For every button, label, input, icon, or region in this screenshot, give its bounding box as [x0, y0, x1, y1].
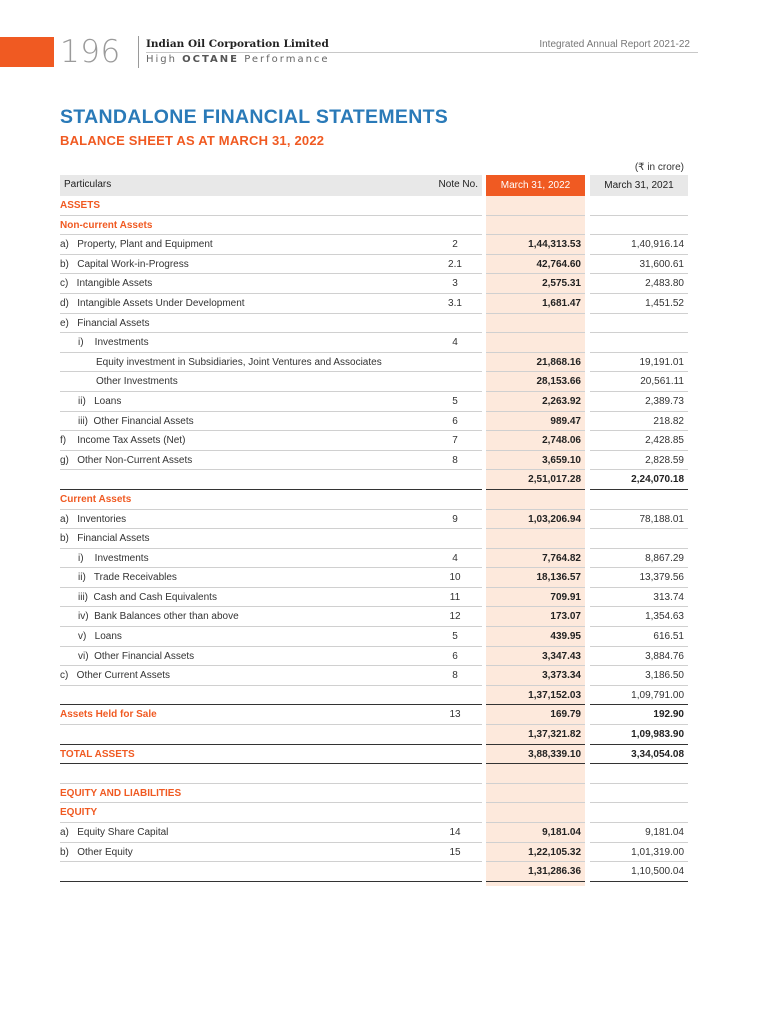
- tagline-pre: High: [146, 54, 177, 65]
- table-row: [60, 647, 688, 667]
- row-label: a) Equity Share Capital: [60, 827, 169, 838]
- row-label: iii) Cash and Cash Equivalents: [78, 591, 217, 603]
- header-divider: [138, 36, 139, 68]
- row-label: c) Intangible Assets: [60, 278, 153, 290]
- row-label: c) Other Current Assets: [60, 670, 171, 682]
- row-rule: [486, 881, 585, 882]
- header-note: Note No.: [438, 179, 478, 190]
- table-row: [60, 549, 688, 569]
- row-value-current: 2,51,017.28: [528, 474, 581, 486]
- row-label: a) Property, Plant and Equipment: [60, 239, 213, 251]
- table-row: [60, 666, 688, 686]
- row-value-previous: 2,828.59: [645, 454, 684, 466]
- row-label: d) Intangible Assets Under Development: [60, 297, 245, 309]
- table-row: [60, 235, 688, 255]
- header-rule: [146, 52, 698, 53]
- row-note: 6: [452, 650, 458, 662]
- table-row: [60, 823, 688, 843]
- row-label: iii) Other Financial Assets: [78, 415, 194, 427]
- row-value-previous: 1,40,916.14: [631, 239, 684, 251]
- row-value-current: 1,37,152.03: [528, 689, 581, 701]
- row-label: a) Inventories: [60, 513, 127, 525]
- row-value-previous: 1,10,500.04: [631, 866, 684, 878]
- row-value-current: 1,37,321.82: [528, 729, 581, 741]
- row-label: Non-current Assets: [60, 219, 153, 231]
- row-label: v) Loans: [78, 631, 122, 643]
- row-value-previous: 2,428.85: [645, 435, 684, 447]
- row-note: 15: [449, 846, 461, 858]
- row-label: e) Financial Assets: [60, 317, 150, 329]
- row-label: ii) Loans: [78, 395, 122, 407]
- row-value-previous: 3,34,054.08: [631, 748, 684, 760]
- page-number: 196: [60, 34, 121, 70]
- row-note: 13: [449, 709, 461, 721]
- row-value-current: 7,764.82: [542, 552, 581, 564]
- row-value-previous: 1,451.52: [645, 297, 684, 309]
- row-note: 7: [452, 435, 458, 447]
- tagline-post: Performance: [244, 54, 330, 65]
- row-label: b) Other Equity: [60, 846, 133, 858]
- table-row: [60, 803, 688, 823]
- row-label: f) Income Tax Assets (Net): [60, 435, 186, 447]
- row-value-current: 989.47: [550, 415, 581, 427]
- row-value-current: 1,31,286.36: [528, 866, 581, 878]
- row-value-previous: 2,24,070.18: [631, 474, 684, 486]
- row-note: 5: [452, 631, 458, 643]
- table-row: [60, 451, 688, 471]
- row-label: b) Capital Work-in-Progress: [60, 258, 189, 270]
- table-row: [60, 764, 688, 784]
- row-value-previous: 1,354.63: [645, 611, 684, 623]
- row-value-current: 3,659.10: [542, 454, 581, 466]
- row-value-previous: 218.82: [653, 415, 684, 427]
- row-note: 3: [452, 278, 458, 290]
- row-value-current: 21,868.16: [536, 356, 581, 368]
- row-rule: [60, 881, 482, 882]
- row-value-previous: 313.74: [653, 591, 684, 603]
- row-value-previous: 192.90: [653, 709, 684, 721]
- row-label: Assets Held for Sale: [60, 709, 157, 721]
- tagline: [146, 54, 330, 65]
- row-label: ASSETS: [60, 200, 101, 211]
- table-row: [60, 843, 688, 863]
- table-row: [60, 216, 688, 236]
- table-row: [60, 431, 688, 451]
- tagline-bold: OCTANE: [182, 54, 239, 65]
- page-subtitle: BALANCE SHEET AS AT MARCH 31, 2022: [60, 133, 325, 148]
- row-value-previous: 616.51: [653, 631, 684, 643]
- row-label: g) Other Non-Current Assets: [60, 454, 193, 466]
- table-row: [60, 705, 688, 725]
- row-label: i) Investments: [78, 337, 149, 349]
- row-value-current: 3,88,339.10: [528, 748, 581, 760]
- row-note: 10: [449, 572, 461, 584]
- row-value-previous: 78,188.01: [639, 513, 684, 525]
- table-body: [60, 196, 688, 882]
- table-row: [60, 470, 688, 490]
- row-label: Current Assets: [60, 493, 132, 505]
- currency-unit: (₹ in crore): [634, 162, 684, 173]
- table-row: [60, 412, 688, 432]
- table-row: [60, 529, 688, 549]
- row-value-current: 42,764.60: [536, 258, 581, 270]
- row-value-previous: 20,561.11: [640, 376, 684, 388]
- balance-sheet-table: [60, 175, 688, 882]
- row-rule: [590, 881, 688, 882]
- row-note: 2.1: [448, 258, 462, 270]
- row-value-current: 169.79: [550, 709, 581, 721]
- table-row: [60, 607, 688, 627]
- row-value-previous: 3,884.76: [645, 650, 684, 662]
- table-header: [60, 175, 688, 196]
- row-note: 2: [452, 239, 458, 251]
- row-note: 8: [452, 670, 458, 682]
- row-value-current: 18,136.57: [536, 572, 581, 584]
- row-label: iv) Bank Balances other than above: [78, 611, 239, 623]
- table-row: [60, 196, 688, 216]
- row-value-current: 1,22,105.32: [528, 846, 581, 858]
- row-value-previous: 1,01,319.00: [631, 846, 684, 858]
- table-row: [60, 725, 688, 745]
- row-value-current: 28,153.66: [536, 376, 581, 388]
- row-value-current: 439.95: [550, 631, 581, 643]
- row-label: b) Financial Assets: [60, 533, 150, 545]
- row-note: 3.1: [448, 297, 462, 309]
- header-bg: [60, 175, 482, 196]
- row-value-current: 9,181.04: [542, 827, 581, 838]
- table-row: [60, 745, 688, 765]
- table-row: [60, 353, 688, 373]
- table-row: [60, 490, 688, 510]
- row-note: 12: [449, 611, 461, 623]
- row-note: 14: [449, 827, 461, 838]
- row-note: 9: [452, 513, 458, 525]
- table-row: [60, 314, 688, 334]
- table-row: [60, 510, 688, 530]
- row-value-current: 2,263.92: [542, 395, 581, 407]
- company-name: Indian Oil Corporation Limited: [146, 38, 329, 50]
- row-label: vi) Other Financial Assets: [78, 650, 195, 662]
- report-title: Integrated Annual Report 2021-22: [539, 39, 690, 50]
- row-note: 4: [452, 552, 458, 564]
- row-value-previous: 13,379.56: [639, 572, 684, 584]
- table-row: [60, 372, 688, 392]
- header-color-block: [0, 37, 54, 67]
- table-row: [60, 588, 688, 608]
- row-value-current: 1,44,313.53: [528, 239, 581, 251]
- table-row: [60, 294, 688, 314]
- row-value-previous: 1,09,791.00: [631, 689, 684, 701]
- row-note: 8: [452, 454, 458, 466]
- row-value-previous: 2,389.73: [645, 395, 684, 407]
- table-row: [60, 627, 688, 647]
- table-row: [60, 255, 688, 275]
- row-value-current: 3,373.34: [542, 670, 581, 682]
- table-row: [60, 333, 688, 353]
- row-value-current: 3,347.43: [542, 650, 581, 662]
- row-value-current: 2,575.31: [542, 278, 581, 290]
- row-value-previous: 8,867.29: [645, 552, 684, 564]
- row-value-current: 173.07: [550, 611, 581, 623]
- row-label: TOTAL ASSETS: [60, 748, 135, 760]
- row-value-previous: 1,09,983.90: [631, 729, 684, 741]
- table-row: [60, 862, 688, 882]
- table-row: [60, 784, 688, 804]
- row-label: ii) Trade Receivables: [78, 572, 177, 584]
- row-note: 4: [452, 337, 458, 349]
- row-note: 6: [452, 415, 458, 427]
- row-value-previous: 2,483.80: [645, 278, 684, 290]
- page-title: STANDALONE FINANCIAL STATEMENTS: [60, 106, 449, 128]
- header-particulars: Particulars: [64, 179, 112, 190]
- row-label: EQUITY: [60, 807, 98, 819]
- row-value-current: 709.91: [550, 591, 581, 603]
- table-row: [60, 568, 688, 588]
- row-value-previous: 9,181.04: [645, 827, 684, 838]
- header-previous-year: March 31, 2021: [590, 175, 688, 196]
- row-value-previous: 19,191.01: [639, 356, 684, 368]
- row-value-current: 1,03,206.94: [528, 513, 581, 525]
- row-label: Equity investment in Subsidiaries, Joint Ventures and Associates: [96, 356, 382, 368]
- row-value-previous: 3,186.50: [645, 670, 684, 682]
- row-value-previous: 31,600.61: [639, 258, 684, 270]
- table-row: [60, 392, 688, 412]
- row-label: Other Investments: [96, 376, 178, 388]
- header-current-year: March 31, 2022: [486, 175, 585, 196]
- row-note: 5: [452, 395, 458, 407]
- row-value-current: 2,748.06: [542, 435, 581, 447]
- row-label: EQUITY AND LIABILITIES: [60, 787, 182, 799]
- row-value-current: 1,681.47: [542, 297, 581, 309]
- table-row: [60, 686, 688, 706]
- row-note: 11: [449, 591, 461, 603]
- table-row: [60, 274, 688, 294]
- row-label: i) Investments: [78, 552, 149, 564]
